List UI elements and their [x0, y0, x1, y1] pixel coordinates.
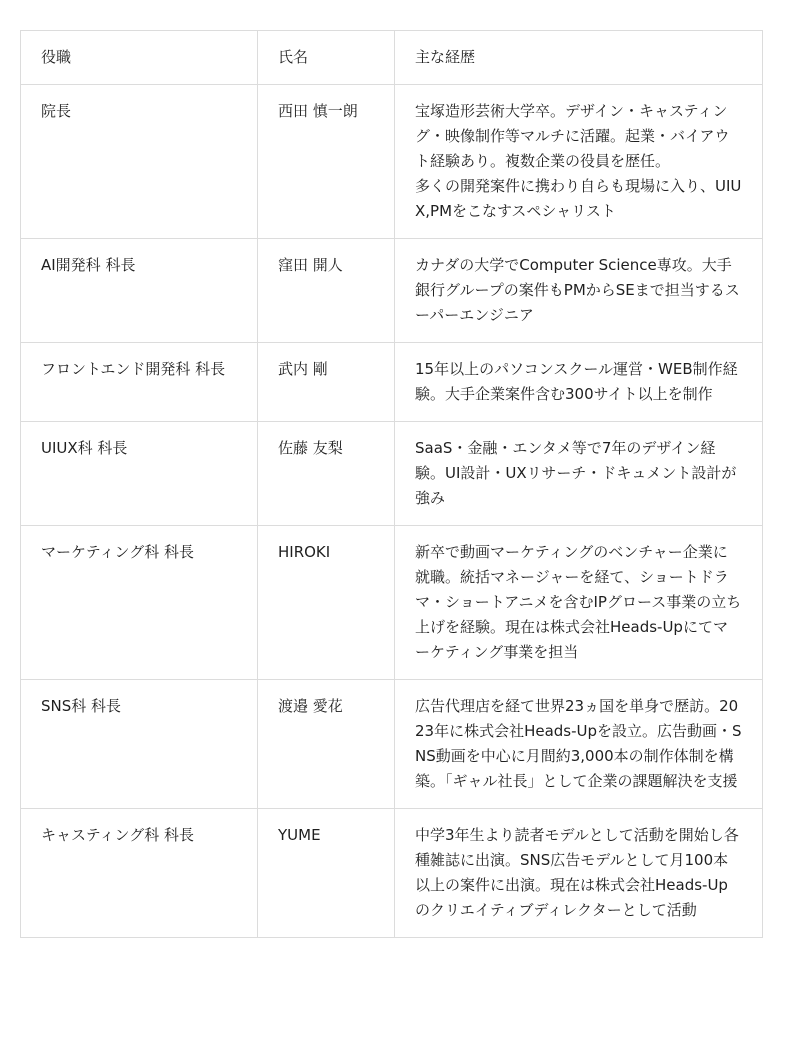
name-cell: YUME [258, 809, 395, 938]
role-cell: フロントエンド開発科 科長 [21, 343, 258, 422]
name-cell: 武内 剛 [258, 343, 395, 422]
name-cell: 佐藤 友梨 [258, 422, 395, 526]
role-cell: UIUX科 科長 [21, 422, 258, 526]
header-name: 氏名 [258, 31, 395, 85]
staff-table [20, 30, 763, 938]
table-row [21, 680, 763, 809]
career-cell: SaaS・金融・エンタメ等で7年のデザイン経験。UI設計・UXリサーチ・ドキュメント設計が強み [395, 422, 763, 526]
career-cell: 新卒で動画マーケティングのベンチャー企業に就職。統括マネージャーを経て、ショートドラマ・ショートアニメを含むIPグロース事業の立ち上げを経験。現在は株式会社Heads-Upにてマーケティング事業を担当 [395, 526, 763, 680]
name-cell: 渡邉 愛花 [258, 680, 395, 809]
staff-table-container [20, 30, 762, 938]
table-row [21, 239, 763, 343]
role-cell: マーケティング科 科長 [21, 526, 258, 680]
career-cell: 広告代理店を経て世界23ヵ国を単身で歴訪。2023年に株式会社Heads-Upを設立。広告動画・SNS動画を中心に月間約3,000本の制作体制を構築。「ギャル社長」として企業の課題解決を支援 [395, 680, 763, 809]
career-cell: 宝塚造形芸術大学卒。デザイン・キャスティング・映像制作等マルチに活躍。起業・バイアウト経験あり。複数企業の役員を歴任。 多くの開発案件に携わり自らも現場に入り、UIUX,PMをこなすスペシャリスト [395, 85, 763, 239]
header-row [21, 31, 763, 85]
table-row [21, 526, 763, 680]
table-row [21, 85, 763, 239]
table-row [21, 809, 763, 938]
header-role: 役職 [21, 31, 258, 85]
table-body [21, 85, 763, 938]
role-cell: SNS科 科長 [21, 680, 258, 809]
name-cell: 西田 慎一朗 [258, 85, 395, 239]
role-cell: キャスティング科 科長 [21, 809, 258, 938]
table-row [21, 343, 763, 422]
role-cell: 院長 [21, 85, 258, 239]
name-cell: HIROKI [258, 526, 395, 680]
role-cell: AI開発科 科長 [21, 239, 258, 343]
header-career: 主な経歴 [395, 31, 763, 85]
table-header [21, 31, 763, 85]
career-cell: 中学3年生より読者モデルとして活動を開始し各種雑誌に出演。SNS広告モデルとして月100本以上の案件に出演。現在は株式会社Heads-Upのクリエイティブディレクターとして活動 [395, 809, 763, 938]
name-cell: 窪田 開人 [258, 239, 395, 343]
career-cell: カナダの大学でComputer Science専攻。大手銀行グループの案件もPMからSEまで担当するスーパーエンジニア [395, 239, 763, 343]
table-row [21, 422, 763, 526]
career-cell: 15年以上のパソコンスクール運営・WEB制作経験。大手企業案件含む300サイト以上を制作 [395, 343, 763, 422]
